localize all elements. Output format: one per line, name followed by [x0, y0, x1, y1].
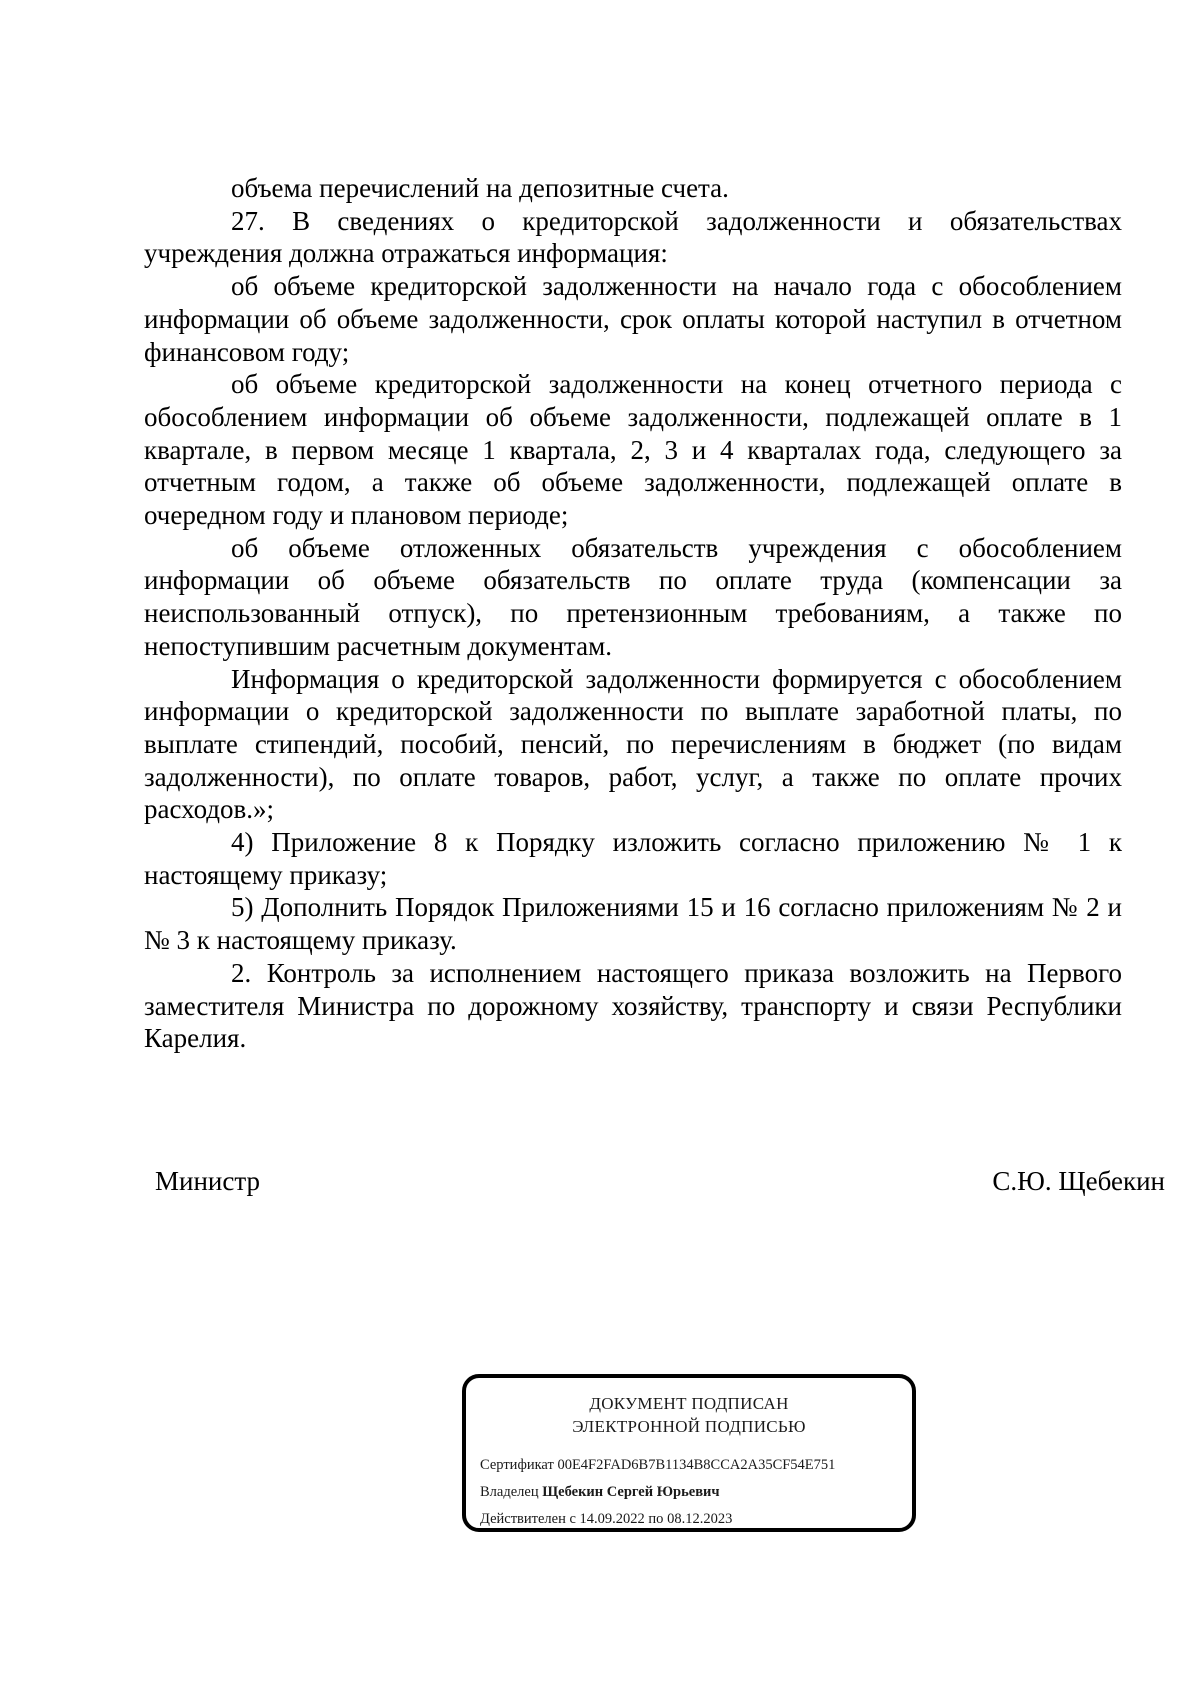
- owner-value: Щебекин Сергей Юрьевич: [542, 1484, 720, 1500]
- paragraph-item-27: 27. В сведениях о кредиторской задолженности и обязательствах учреждения должна отражаться информация:: [144, 205, 1122, 269]
- stamp-certificate-row: [480, 1452, 835, 1479]
- paragraph-payables-start-of-year: об объеме кредиторской задолженности на начало года с обособлением информации об объеме задолженности, срок оплаты которой наступил в отчетном финансовом году;: [144, 271, 1122, 367]
- stamp-heading-line1: ДОКУМЕНТ ПОДПИСАН: [589, 1394, 789, 1413]
- paragraph-payables-end-of-period: об объеме кредиторской задолженности на конец отчетного периода с обособлением информации об объеме задолженности, подлежащей оплате в 1 квартале, в первом месяце 1 квартала, 2, 3 и 4 кварталах года, следующего за отчетным годом, а также об объеме задолженности, подлежащей оплате в очередном году и плановом периоде;: [144, 369, 1122, 531]
- paragraph-deposit-volume: объема перечислений на депозитные счета.: [231, 173, 729, 203]
- valid-to-prefix: по: [648, 1511, 664, 1527]
- certificate-label: Сертификат: [480, 1457, 554, 1473]
- paragraph-item-5: 5) Дополнить Порядок Приложениями 15 и 16 согласно приложениям № 2 и № 3 к настоящему приказу.: [144, 892, 1122, 956]
- valid-to-date: 08.12.2023: [667, 1511, 733, 1527]
- paragraph-deferred-obligations: об объеме отложенных обязательств учреждения с обособлением информации об объеме обязательств по оплате труда (компенсации за неиспользованный отпуск), по претензионным требованиям, а также по непоступившим расчетным документам.: [144, 532, 1122, 661]
- valid-label: Действителен: [480, 1511, 566, 1527]
- paragraph-control: 2. Контроль за исполнением настоящего приказа возложить на Первого заместителя Министра по дорожному хозяйству, транспорту и связи Республики Карелия.: [144, 957, 1122, 1054]
- valid-from-prefix: с: [569, 1511, 576, 1527]
- paragraph-item-4: 4) Приложение 8 к Порядку изложить согласно приложению № 1 к настоящему приказу;: [144, 827, 1122, 890]
- valid-from-date: 14.09.2022: [579, 1511, 645, 1527]
- stamp-heading: [466, 1392, 912, 1438]
- owner-label: Владелец: [480, 1484, 539, 1500]
- signatory-title: Министр: [155, 1166, 260, 1196]
- stamp-heading-line2: ЭЛЕКТРОННОЙ ПОДПИСЬЮ: [572, 1417, 806, 1436]
- stamp-validity-row: [480, 1506, 835, 1533]
- paragraph-payables-information: Информация о кредиторской задолженности формируется с обособлением информации о кредиторской задолженности по выплате заработной платы, по выплате стипендий, пособий, пенсий, по перечислениям в бюджет (по видам задолженности), по оплате товаров, работ, услуг, а также по оплате прочих расходов.»;: [144, 663, 1122, 825]
- certificate-value: 00E4F2FAD6B7B1134B8CCA2A35CF54E751: [557, 1457, 836, 1473]
- electronic-signature-stamp: [462, 1374, 916, 1532]
- signatory-name: С.Ю. Щебекин: [992, 1166, 1165, 1196]
- document-body: [144, 172, 1122, 1055]
- stamp-owner-row: [480, 1479, 835, 1506]
- stamp-details: [480, 1452, 835, 1533]
